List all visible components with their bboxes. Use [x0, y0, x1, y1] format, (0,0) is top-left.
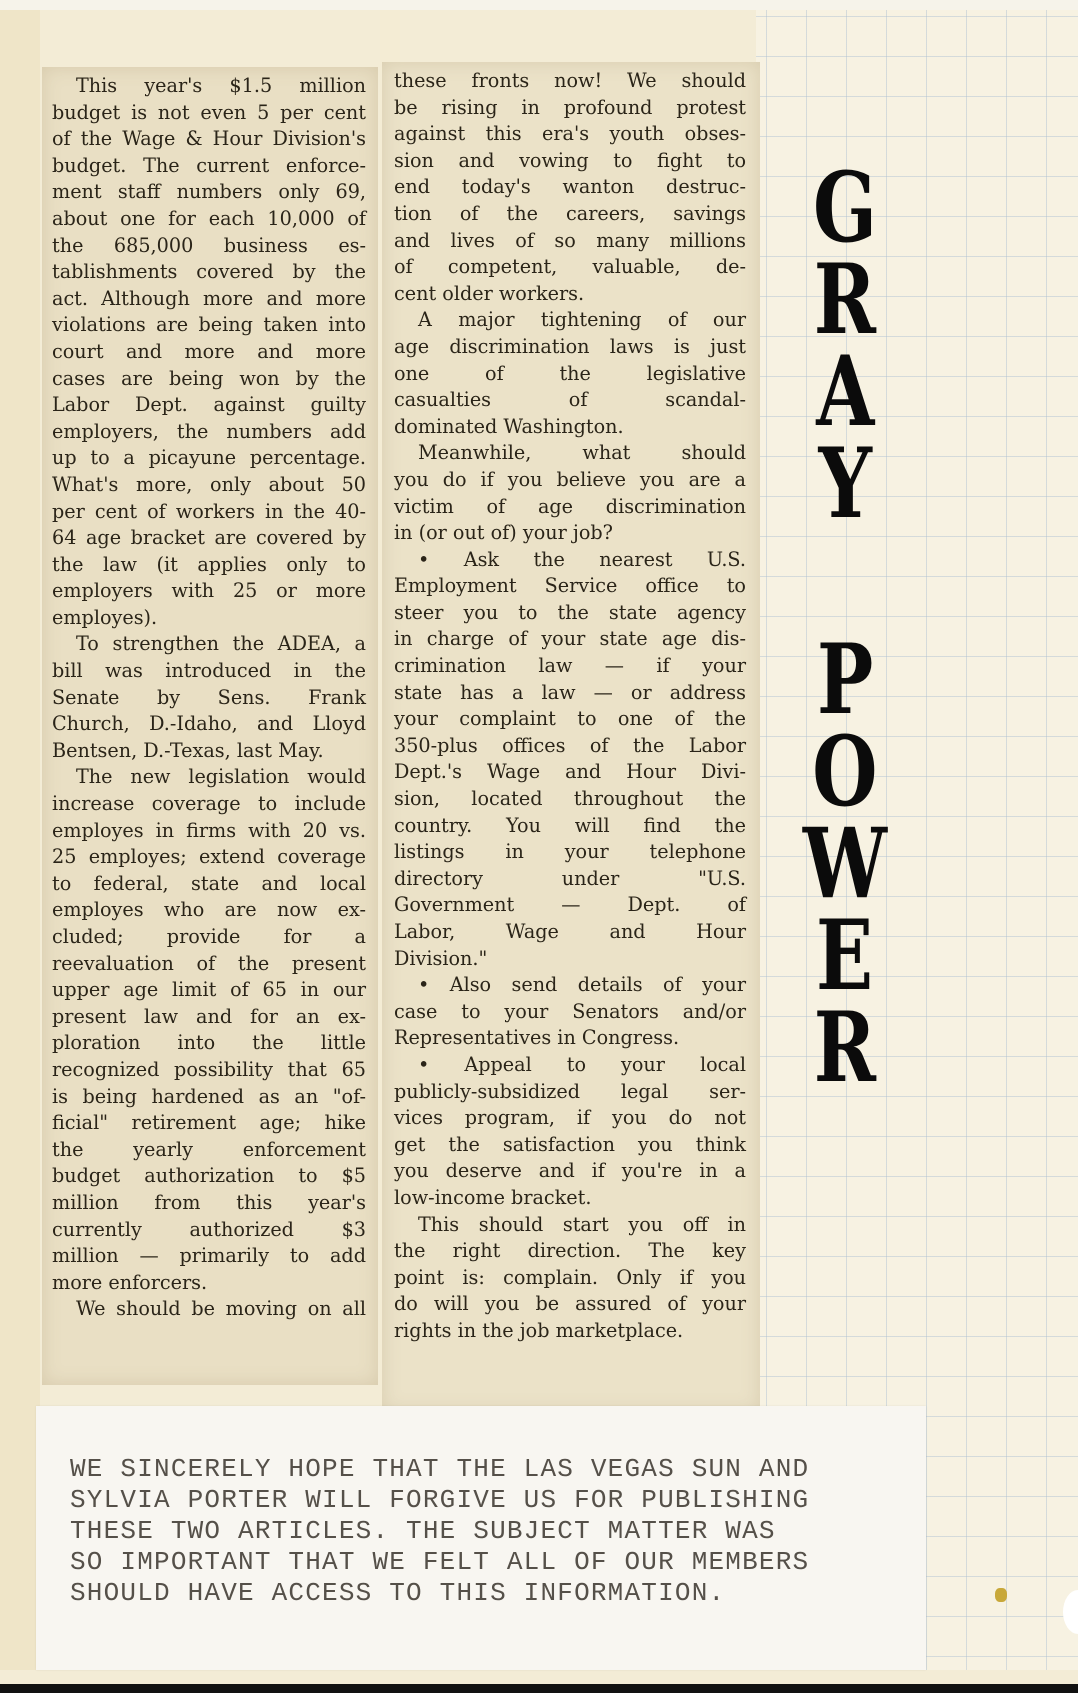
article-line: Meanwhile, what should — [418, 441, 746, 465]
article-line: to federal, state and local — [52, 871, 366, 895]
article-line: violations are being taken into — [52, 313, 366, 337]
article-line: upper age limit of 65 in our — [52, 978, 366, 1002]
article-line: listings in your telephone — [394, 840, 746, 864]
headline-letter: R — [813, 991, 877, 1104]
article-line: employes who are now ex- — [52, 898, 366, 922]
article-line: currently authorized $3 — [52, 1217, 366, 1241]
article-line: of the Wage & Hour Division's — [52, 127, 366, 151]
article-line: against this era's youth obses- — [394, 122, 746, 146]
article-line: one of the legislative — [394, 361, 746, 385]
article-line: Division." — [394, 946, 488, 970]
article-line: tablishments covered by the — [52, 260, 366, 284]
headline-letter: R — [813, 243, 877, 356]
article-line: 350-plus offices of the Labor — [394, 733, 746, 757]
left-margin — [0, 10, 40, 1670]
article-line: employers with 25 or more — [52, 579, 366, 603]
article-line: low-income bracket. — [394, 1185, 592, 1209]
article-line: cent older workers. — [394, 281, 585, 305]
headline-letter: G — [813, 151, 877, 264]
article-line: This should start you off in — [418, 1212, 746, 1236]
article-line: more enforcers. — [52, 1270, 208, 1294]
article-line: get the satisfaction you think — [394, 1132, 746, 1156]
note-line: SHOULD HAVE ACCESS TO THIS INFORMATION. — [70, 1578, 726, 1608]
article-line: the law (it applies only to — [52, 552, 366, 576]
article-line: do will you be assured of your — [394, 1292, 746, 1316]
article-line: state has a law — or address — [394, 680, 746, 704]
article-line: ploration into the little — [52, 1031, 366, 1055]
article-line: of competent, valuable, de- — [394, 255, 746, 279]
article-line: Dept.'s Wage and Hour Divi- — [394, 760, 746, 784]
article-line: the yearly enforcement — [52, 1137, 366, 1161]
article-line: We should be moving on all — [76, 1297, 366, 1321]
article-line: Labor Dept. against guilty — [52, 393, 366, 417]
article-line: sion, located throughout the — [394, 787, 746, 811]
article-line: be rising in profound protest — [394, 95, 746, 119]
article-line: sion and vowing to fight to — [394, 148, 746, 172]
article-line: point is: complain. Only if you — [394, 1265, 746, 1289]
headline-letter: A — [815, 335, 875, 448]
article-line: Labor, Wage and Hour — [394, 920, 746, 943]
article-line: casualties of scandal- — [394, 388, 746, 412]
article-line: case to your Senators and/or — [394, 999, 746, 1023]
article-line: dominated Washington. — [394, 414, 624, 438]
article-line: cluded; provide for a — [52, 925, 366, 948]
article-line: ficial" retirement age; hike — [52, 1111, 366, 1135]
article-line: A major tightening of our — [418, 308, 746, 332]
article-line: present law and for an ex- — [52, 1004, 366, 1028]
headline-letter: W — [802, 807, 888, 920]
article-line: Representatives in Congress. — [394, 1026, 680, 1050]
headline-letter: O — [812, 715, 878, 828]
article-line: vices program, if you do not — [394, 1106, 746, 1130]
article-line: directory under "U.S. — [394, 866, 746, 890]
article-line: To strengthen the ADEA, a — [76, 632, 366, 656]
article-line: • Also send details of your — [418, 973, 746, 997]
article-line: What's more, only about 50 — [52, 472, 366, 496]
note-line: SO IMPORTANT THAT WE FELT ALL OF OUR MEMBERS — [70, 1547, 810, 1577]
article-line: in charge of your state age dis- — [394, 627, 746, 651]
headline-letter: P — [816, 623, 874, 736]
article-line: age discrimination laws is just — [394, 334, 746, 358]
article-line: budget. The current enforce- — [52, 153, 366, 177]
article-line: act. Although more and more — [52, 286, 366, 310]
article-line: • Ask the nearest U.S. — [418, 547, 746, 571]
article-line: 64 age bracket are covered by — [52, 526, 366, 550]
article-line: victim of age discrimination — [394, 494, 746, 518]
article-line: million — primarily to add — [52, 1244, 366, 1268]
typewritten-note-card — [36, 1406, 926, 1670]
article-line: publicly-subsidized legal ser- — [394, 1079, 746, 1103]
article-line: • Appeal to your local — [418, 1052, 746, 1076]
top-margin — [0, 0, 1078, 10]
article-line: ment staff numbers only 69, — [52, 180, 366, 204]
article-line: you deserve and if you're in a — [394, 1159, 746, 1183]
article-line: rights in the job marketplace. — [394, 1318, 684, 1342]
article-line: end today's wanton destruc- — [394, 175, 746, 199]
article-line: about one for each 10,000 of — [52, 206, 366, 230]
headline-letter: Y — [818, 427, 872, 540]
article-line: steer you to the state agency — [394, 600, 746, 624]
article-line: The new legislation would — [76, 765, 366, 789]
headline-letter: E — [816, 899, 874, 1012]
article-line: reevaluation of the present — [52, 951, 366, 975]
article-line: your complaint to one of the — [394, 707, 746, 731]
article-line: is being hardened as an "of- — [52, 1084, 366, 1108]
article-line: recognized possibility that 65 — [52, 1057, 366, 1081]
article-line: cases are being won by the — [52, 366, 366, 390]
article-line: 25 employes; extend coverage — [52, 845, 366, 869]
article-line: This year's $1.5 million — [76, 74, 366, 97]
article-line: Government — Dept. of — [394, 893, 746, 917]
article-line: Bentsen, D.-Texas, last May. — [52, 738, 324, 762]
article-line: and lives of so many millions — [394, 228, 746, 252]
article-line: employes). — [52, 605, 158, 629]
article-line: you do if you believe you are a — [394, 467, 746, 491]
article-line: country. You will find the — [394, 813, 746, 837]
article-line: the right direction. The key — [394, 1239, 746, 1263]
article-line: up to a picayune percentage. — [52, 446, 366, 470]
article-line: tion of the careers, savings — [394, 201, 746, 225]
article-line: the 685,000 business es- — [52, 233, 366, 257]
article-line: Church, D.-Idaho, and Lloyd — [52, 712, 366, 736]
article-line: million from this year's — [52, 1190, 366, 1214]
article-line: budget is not even 5 per cent — [52, 100, 366, 124]
article-line: budget authorization to $5 — [52, 1164, 366, 1188]
article-line: employes in firms with 20 vs. — [52, 818, 366, 842]
article-line: Senate by Sens. Frank — [52, 685, 366, 709]
newspaper-clipping-column-1 — [42, 67, 378, 1385]
pin-icon — [995, 1588, 1007, 1602]
note-line: SYLVIA PORTER WILL FORGIVE US FOR PUBLISHING — [70, 1485, 810, 1515]
article-line: Employment Service office to — [394, 574, 746, 598]
gray-power-headline — [802, 151, 888, 1104]
newspaper-clipping-column-2 — [382, 62, 760, 1412]
article-line: these fronts now! We should — [394, 69, 746, 92]
note-line: WE SINCERELY HOPE THAT THE LAS VEGAS SUN AND — [70, 1454, 810, 1484]
scan-bottom-edge — [0, 1684, 1078, 1693]
article-line: employers, the numbers add — [52, 419, 366, 443]
article-line: crimination law — if your — [394, 654, 746, 678]
note-line: THESE TWO ARTICLES. THE SUBJECT MATTER WAS — [70, 1516, 776, 1546]
article-line: court and more and more — [52, 339, 366, 363]
article-line: increase coverage to include — [52, 792, 366, 816]
typewritten-note — [70, 1454, 809, 1609]
article-line: in (or out of) your job? — [394, 521, 613, 545]
article-line: bill was introduced in the — [52, 659, 366, 683]
article-line: per cent of workers in the 40- — [52, 499, 366, 523]
